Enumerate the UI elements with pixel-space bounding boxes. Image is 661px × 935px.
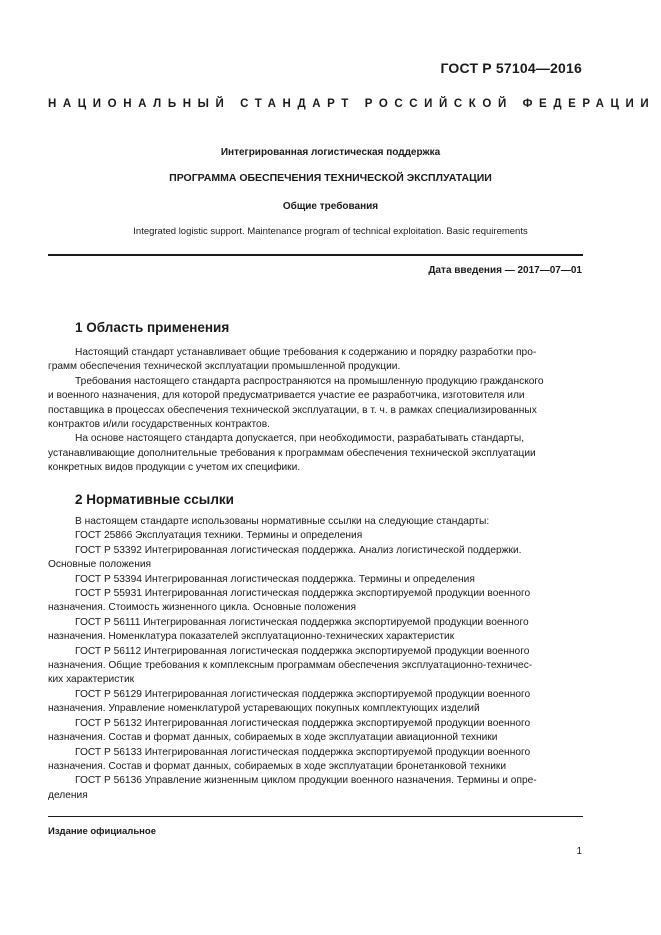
introduction-date: Дата введения — 2017—07—01: [428, 265, 582, 276]
body-line: назначения. Состав и формат данных, собираемых в ходе эксплуатации бронетанковой техники: [48, 760, 507, 772]
body-line: В настоящем стандарте использованы нормативные ссылки на следующие стандарты:: [75, 516, 490, 527]
body-line: назначения. Управление номенклатурой устаревающих покупных комплектующих изделий: [48, 703, 480, 715]
body-line: ГОСТ Р 53392 Интегрированная логистическая поддержка. Анализ логистической поддержки.: [75, 544, 522, 556]
section-1-body: [48, 346, 583, 476]
official-edition-label: Издание официальное: [48, 826, 156, 837]
section-2-heading: 2 Нормативные ссылки: [75, 492, 234, 507]
section-1-heading: 1 Область применения: [75, 320, 230, 335]
body-line: ГОСТ Р 55931 Интегрированная логистическая поддержка экспортируемой продукции военного: [75, 588, 531, 600]
document-subtitle: Интегрированная логистическая поддержка: [220, 147, 441, 158]
body-line: грамм обеспечения технической эксплуатации промышленной продукции.: [48, 361, 401, 373]
body-line: деления: [48, 789, 88, 801]
body-line: устанавливающие дополнительные требования к программам обеспечения технической эксплуатации: [48, 447, 536, 459]
body-line: контрактов и/или государственных контрактов.: [48, 419, 270, 431]
body-line: ких характеристик: [48, 674, 135, 686]
national-standard-heading: НАЦИОНАЛЬНЫЙ СТАНДАРТ РОССИЙСКОЙ ФЕДЕРАЦИИ: [48, 98, 656, 110]
body-line: ГОСТ Р 56112 Интегрированная логистическая поддержка экспортируемой продукции военного: [75, 645, 530, 657]
body-line: Настоящий стандарт устанавливает общие требования к содержанию и порядку разработки про-: [75, 347, 537, 358]
title-divider: [48, 254, 583, 256]
body-line: поставщика в процессах обеспечения технической эксплуатации, в т. ч. в рамках специализированных: [48, 404, 537, 416]
body-line: ГОСТ Р 56111 Интегрированная логистическая поддержка экспортируемой продукции военного: [75, 616, 529, 628]
body-line: назначения. Номенклатура показателей эксплуатационно-технических характеристик: [48, 631, 455, 643]
body-line: назначения. Общие требования к комплексным программам обеспечения эксплуатационно-техничес-: [48, 660, 533, 672]
body-line: Основные положения: [48, 559, 152, 571]
body-line: ГОСТ Р 53394 Интегрированная логистическая поддержка. Термины и определения: [75, 573, 475, 585]
section-2-body: [48, 515, 583, 803]
body-line: ГОСТ 25866 Эксплуатация техники. Термины и определения: [75, 530, 363, 542]
page-number: 1: [576, 846, 582, 857]
body-line: ГОСТ Р 56129 Интегрированная логистическая поддержка экспортируемой продукции военного: [75, 688, 531, 700]
body-line: ГОСТ Р 56132 Интегрированная логистическая поддержка экспортируемой продукции военного: [75, 717, 531, 729]
document-title: ПРОГРАММА ОБЕСПЕЧЕНИЯ ТЕХНИЧЕСКОЙ ЭКСПЛУАТАЦИИ: [169, 172, 492, 184]
body-line: конкретных видов продукции с учетом их специфики.: [48, 462, 301, 474]
body-line: назначения. Состав и формат данных, собираемых в ходе эксплуатации авиационной техники: [48, 732, 498, 744]
body-line: ГОСТ Р 56133 Интегрированная логистическая поддержка экспортируемой продукции военного: [75, 746, 531, 758]
body-line: назначения. Стоимость жизненного цикла. Основные положения: [48, 602, 357, 614]
document-number: ГОСТ Р 57104—2016: [440, 60, 582, 76]
document-part-title: Общие требования: [282, 201, 379, 212]
body-line: На основе настоящего стандарта допускается, при необходимости, разрабатывать стандарты,: [75, 433, 525, 445]
english-title: Integrated logistic support. Maintenance program of technical exploitation. Basic requirements: [133, 226, 528, 237]
body-line: ГОСТ Р 56136 Управление жизненным циклом продукции военного назначения. Термины и опре-: [75, 775, 537, 787]
footer-divider: [48, 816, 583, 817]
body-line: Требования настоящего стандарта распространяются на промышленную продукцию гражданского: [75, 375, 544, 387]
body-line: и военного назначения, для которой предусматривается участие ее разработчика, изготовителя или: [48, 390, 525, 402]
